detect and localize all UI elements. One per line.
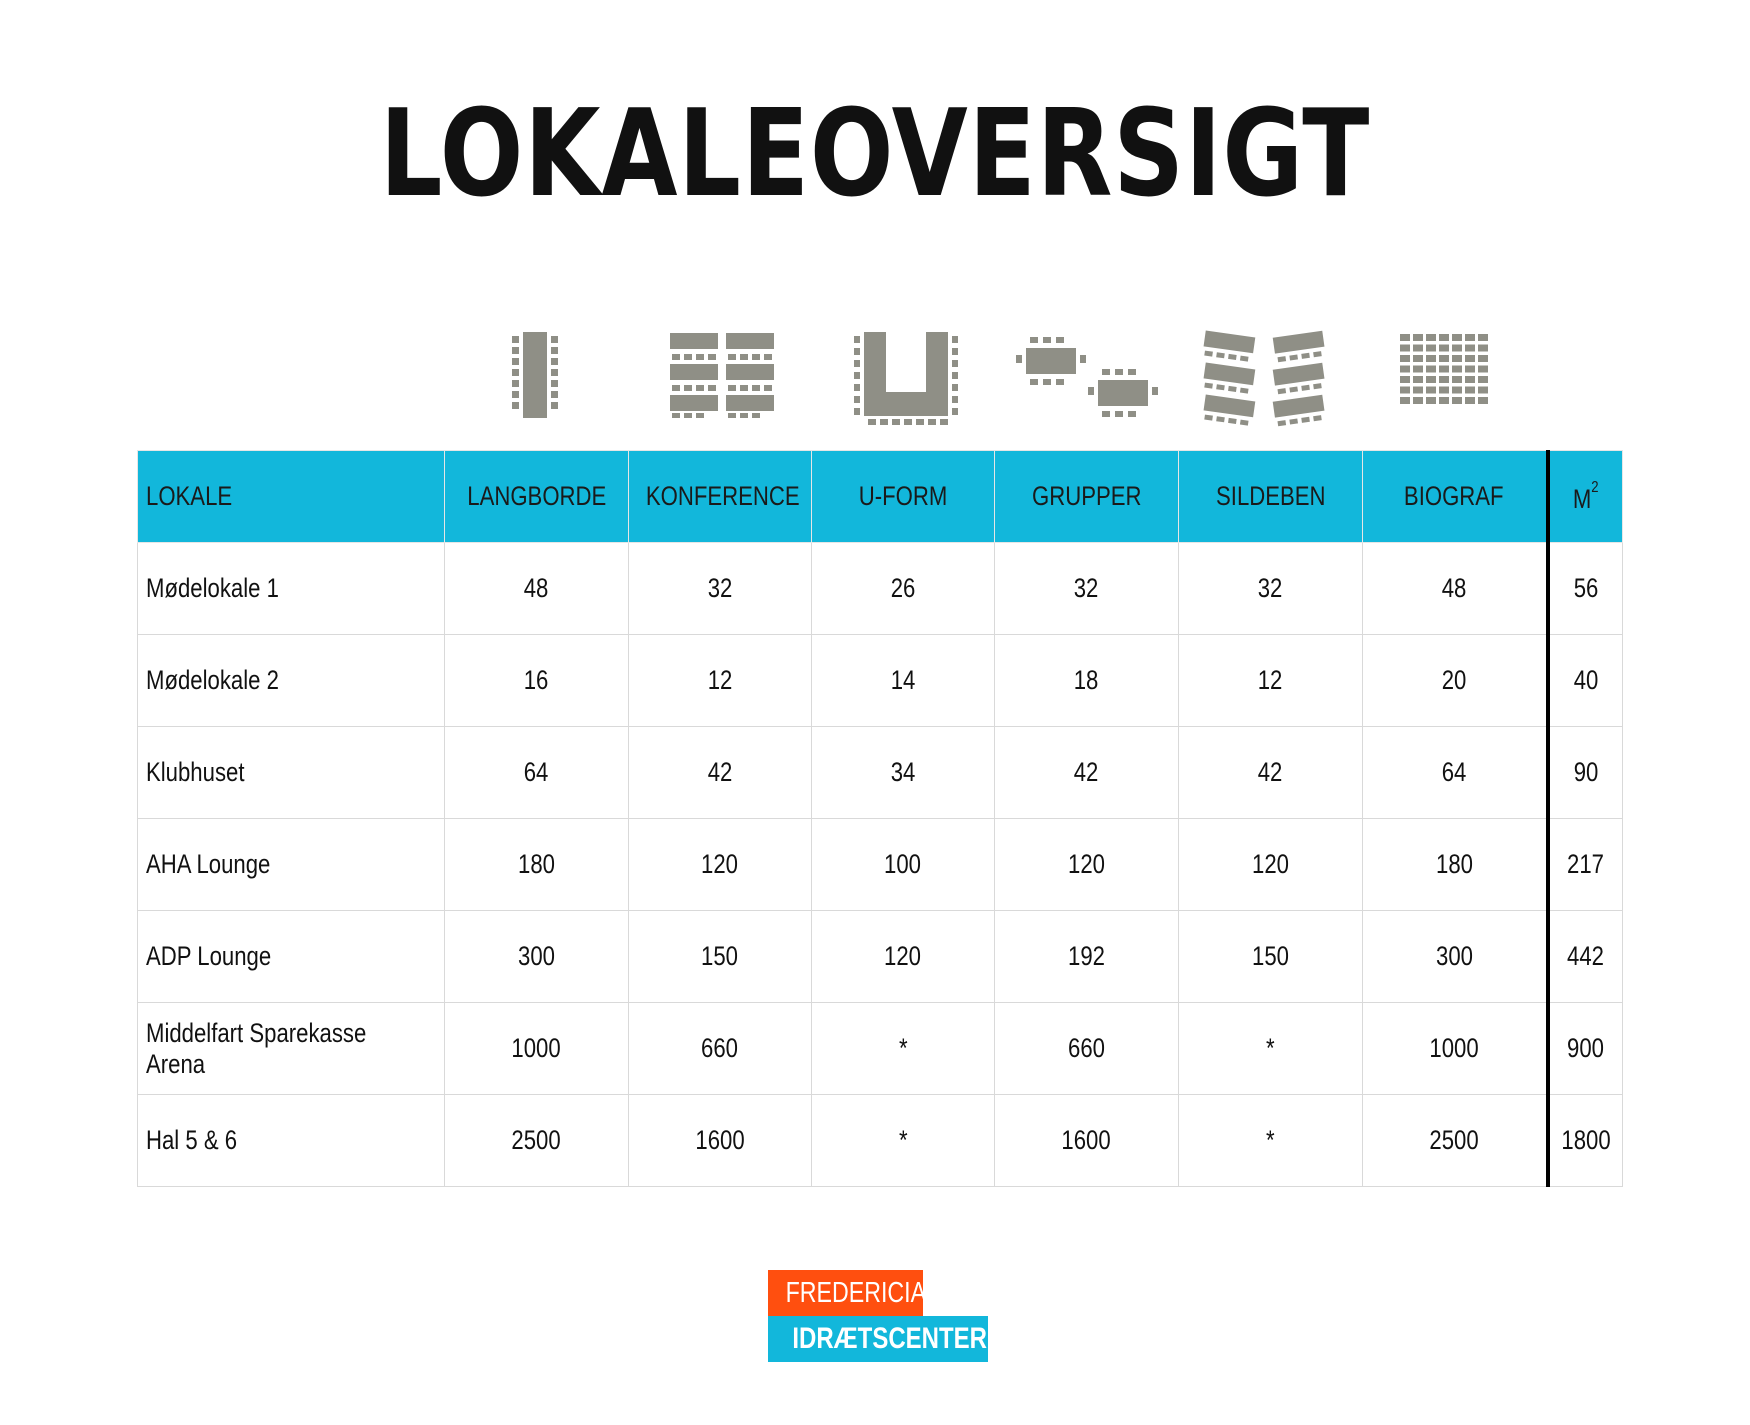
- table-row: [138, 1003, 1623, 1095]
- seat-icon: [1426, 397, 1436, 404]
- capacity-cell: 120: [995, 819, 1179, 911]
- capacity-cell: 150: [1179, 911, 1363, 1003]
- capacity-cell: 14: [812, 635, 995, 727]
- capacity-cell: 120: [629, 819, 812, 911]
- table-row: [138, 911, 1623, 1003]
- capacity-cell: 16: [445, 635, 629, 727]
- seat-icon: [1426, 387, 1436, 394]
- seat-icon: [1400, 345, 1410, 352]
- capacity-cell: 300: [445, 911, 629, 1003]
- capacity-cell: 300: [1363, 911, 1548, 1003]
- table-row: [138, 727, 1623, 819]
- capacity-cell: 1600: [995, 1095, 1179, 1187]
- capacity-cell: 12: [629, 635, 812, 727]
- table-row: [138, 819, 1623, 911]
- area-cell: 217: [1548, 819, 1623, 911]
- capacity-cell: 42: [629, 727, 812, 819]
- capacity-cell: 32: [995, 543, 1179, 635]
- seat-icon: [1426, 376, 1436, 383]
- seat-icon: [1413, 397, 1423, 404]
- seat-icon: [1465, 366, 1475, 373]
- capacity-cell: 660: [629, 1003, 812, 1095]
- seat-icon: [1439, 397, 1449, 404]
- capacity-cell: 2500: [445, 1095, 629, 1187]
- room-name-cell: Klubhuset: [138, 727, 445, 819]
- seat-icon: [1413, 366, 1423, 373]
- table-body: [138, 543, 1623, 1187]
- seat-icon: [1452, 366, 1462, 373]
- seat-icon: [1426, 334, 1436, 341]
- seat-icon: [1465, 345, 1475, 352]
- header-sildeben: SILDEBEN: [1179, 451, 1363, 543]
- u-form-icon: [852, 330, 960, 426]
- langborde-icon: [510, 330, 560, 420]
- table-row: [138, 635, 1623, 727]
- capacity-cell: 18: [995, 635, 1179, 727]
- seat-icon: [1400, 355, 1410, 362]
- capacity-cell: 180: [445, 819, 629, 911]
- seat-icon: [1465, 355, 1475, 362]
- capacity-cell: *: [1179, 1003, 1363, 1095]
- capacity-cell: 32: [629, 543, 812, 635]
- sildeben-icon: [1200, 330, 1330, 428]
- header-langborde: LANGBORDE: [445, 451, 629, 543]
- seat-icon: [1439, 387, 1449, 394]
- seat-icon: [1400, 334, 1410, 341]
- capacity-cell: 2500: [1363, 1095, 1548, 1187]
- seat-icon: [1439, 345, 1449, 352]
- seat-icon: [1452, 376, 1462, 383]
- seat-icon: [1439, 334, 1449, 341]
- room-name-cell: AHA Lounge: [138, 819, 445, 911]
- capacity-cell: *: [1179, 1095, 1363, 1187]
- seat-icon: [1478, 355, 1488, 362]
- capacity-cell: 120: [812, 911, 995, 1003]
- seat-icon: [1452, 397, 1462, 404]
- capacity-cell: 32: [1179, 543, 1363, 635]
- capacity-cell: 100: [812, 819, 995, 911]
- area-cell: 56: [1548, 543, 1623, 635]
- seat-icon: [1413, 376, 1423, 383]
- logo-bottom: IDRÆTSCENTER: [768, 1316, 988, 1362]
- seat-icon: [1413, 355, 1423, 362]
- biograf-icon: [1398, 330, 1494, 410]
- capacity-cell: *: [812, 1095, 995, 1187]
- header-grupper: GRUPPER: [995, 451, 1179, 543]
- seat-icon: [1465, 334, 1475, 341]
- page-title: LOKALEOVERSIGT: [379, 85, 1371, 224]
- capacity-cell: 180: [1363, 819, 1548, 911]
- capacity-cell: *: [812, 1003, 995, 1095]
- area-cell: 442: [1548, 911, 1623, 1003]
- seat-icon: [1413, 387, 1423, 394]
- seat-icon: [1452, 345, 1462, 352]
- capacity-cell: 660: [995, 1003, 1179, 1095]
- capacity-cell: 1000: [1363, 1003, 1548, 1095]
- room-name-cell: Mødelokale 2: [138, 635, 445, 727]
- seat-icon: [1413, 345, 1423, 352]
- capacity-cell: 1000: [445, 1003, 629, 1095]
- capacity-cell: 42: [995, 727, 1179, 819]
- capacity-cell: 20: [1363, 635, 1548, 727]
- capacity-cell: 1600: [629, 1095, 812, 1187]
- table-row: [138, 543, 1623, 635]
- area-cell: 40: [1548, 635, 1623, 727]
- area-cell: 900: [1548, 1003, 1623, 1095]
- seat-icon: [1478, 387, 1488, 394]
- seat-icon: [1400, 376, 1410, 383]
- area-cell: 1800: [1548, 1095, 1623, 1187]
- header-u-form: U-FORM: [812, 451, 995, 543]
- seat-icon: [1452, 334, 1462, 341]
- capacity-cell: 64: [1363, 727, 1548, 819]
- capacity-cell: 26: [812, 543, 995, 635]
- seat-icon: [1478, 345, 1488, 352]
- room-name-cell: Hal 5 & 6: [138, 1095, 445, 1187]
- seat-icon: [1426, 345, 1436, 352]
- grupper-icon: [1010, 330, 1160, 426]
- capacity-cell: 64: [445, 727, 629, 819]
- header-konference: KONFERENCE: [629, 451, 812, 543]
- logo-top: FREDERICIA: [768, 1270, 923, 1316]
- seat-icon: [1465, 387, 1475, 394]
- layout-icons-row: [0, 330, 1750, 430]
- capacity-cell: 48: [445, 543, 629, 635]
- capacity-cell: 150: [629, 911, 812, 1003]
- seat-icon: [1413, 334, 1423, 341]
- seat-icon: [1478, 366, 1488, 373]
- seat-icon: [1400, 387, 1410, 394]
- seat-icon: [1426, 366, 1436, 373]
- seat-icon: [1465, 376, 1475, 383]
- header-lokale: LOKALE: [138, 451, 445, 543]
- table-header-row: [138, 451, 1623, 543]
- seat-icon: [1478, 397, 1488, 404]
- konference-icon: [668, 330, 778, 418]
- capacity-cell: 34: [812, 727, 995, 819]
- capacity-cell: 48: [1363, 543, 1548, 635]
- seat-icon: [1452, 355, 1462, 362]
- seat-icon: [1478, 334, 1488, 341]
- seat-icon: [1439, 366, 1449, 373]
- capacity-cell: 192: [995, 911, 1179, 1003]
- room-name-cell: Mødelokale 1: [138, 543, 445, 635]
- room-name-cell: ADP Lounge: [138, 911, 445, 1003]
- seat-icon: [1400, 366, 1410, 373]
- table-row: [138, 1095, 1623, 1187]
- seat-icon: [1439, 376, 1449, 383]
- capacity-cell: 120: [1179, 819, 1363, 911]
- rooms-table: [137, 450, 1623, 1187]
- room-name-cell: Middelfart Sparekasse Arena: [138, 1003, 445, 1095]
- seat-icon: [1478, 376, 1488, 383]
- capacity-cell: 12: [1179, 635, 1363, 727]
- seat-icon: [1465, 397, 1475, 404]
- area-cell: 90: [1548, 727, 1623, 819]
- seat-icon: [1426, 355, 1436, 362]
- header-m2: $M^2$: [1548, 451, 1623, 543]
- capacity-cell: 42: [1179, 727, 1363, 819]
- seat-icon: [1439, 355, 1449, 362]
- header-biograf: BIOGRAF: [1363, 451, 1548, 543]
- seat-icon: [1400, 397, 1410, 404]
- seat-icon: [1452, 387, 1462, 394]
- fredericia-idraetscenter-logo: [768, 1270, 988, 1362]
